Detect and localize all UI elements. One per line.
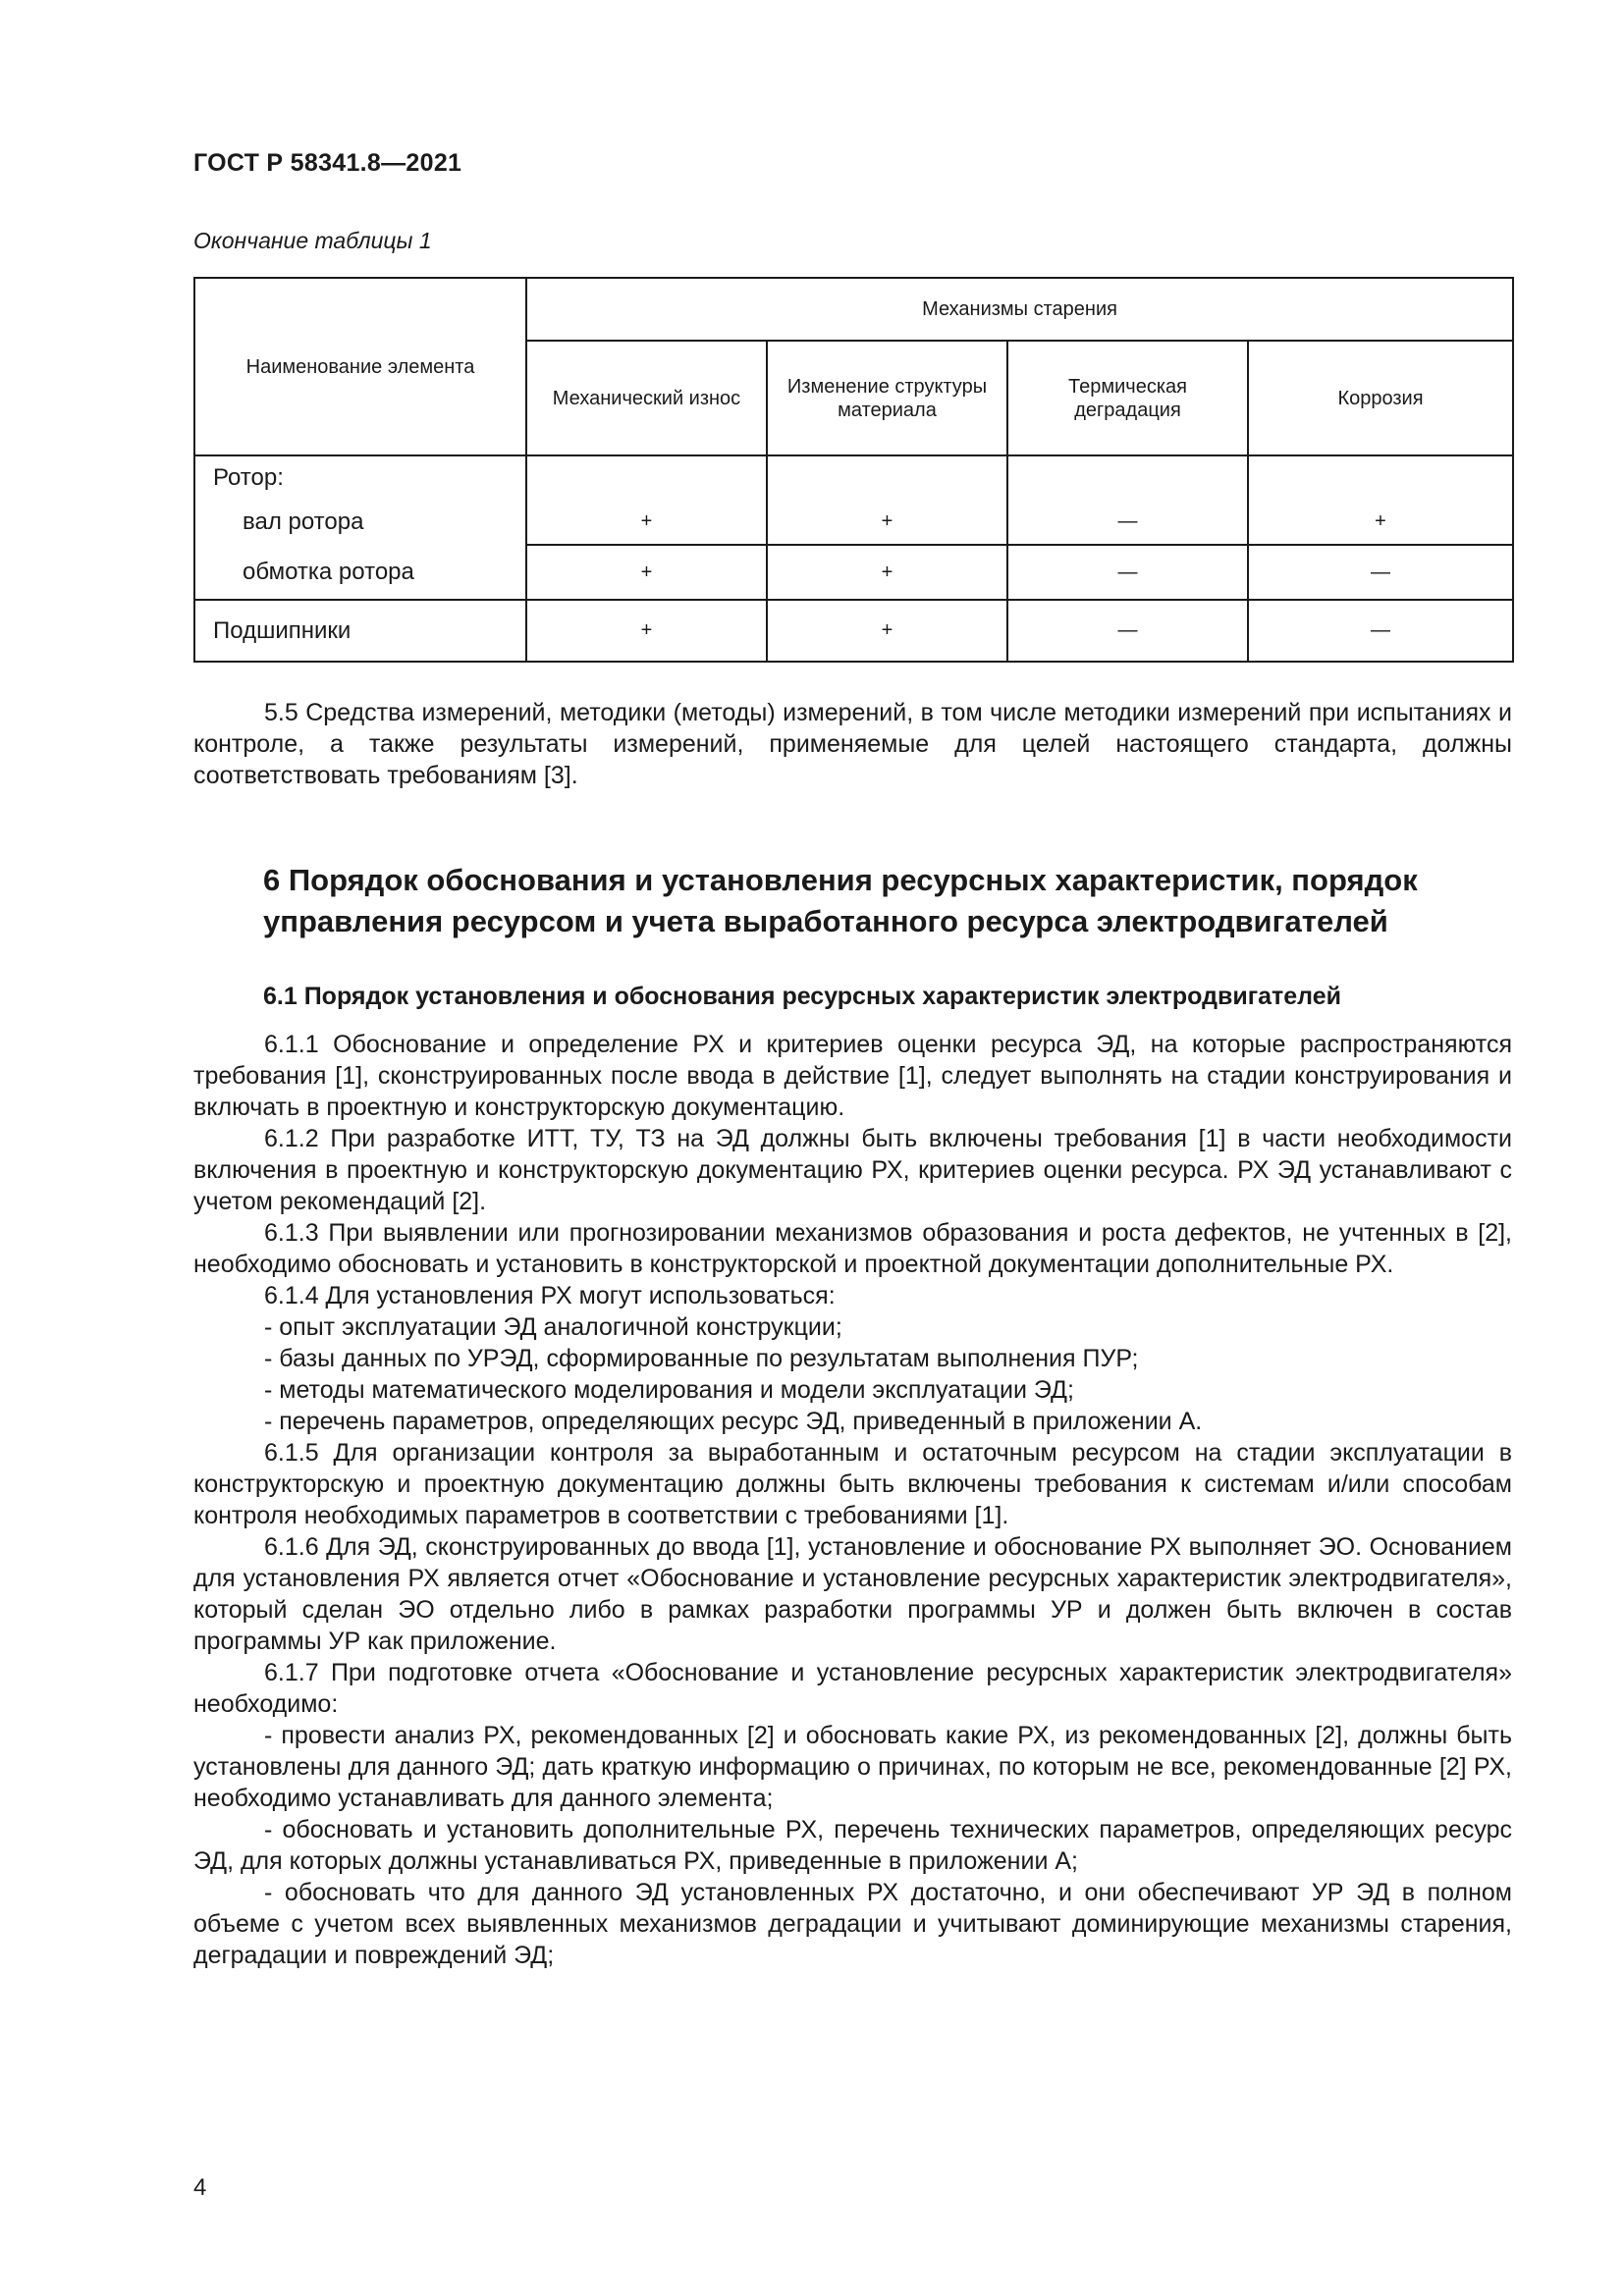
table-cell: + [1248, 499, 1513, 545]
paragraph-6-1-1: 6.1.1 Обоснование и определение РХ и критериев оценки ресурса ЭД, на которые распространяются требования [1], сконструированных после ввода в действие [1], следует выполнять на стадии конструирования и включать в проектную и конструкторскую документацию. [193, 1031, 1512, 1121]
row-group-rotor: Ротор: [194, 455, 526, 499]
row-label: вал ротора [194, 499, 526, 545]
section-6-1-body [193, 1029, 1512, 1971]
table-caption: Окончание таблицы 1 [193, 228, 432, 253]
paragraph-5-5: 5.5 Средства измерений, методики (методы) измерений, в том числе методики измерений при испытаниях и контроле, а также результаты измерений, применяемые для целей настоящего стандарта, должны соответствовать требованиям [3]. [193, 699, 1512, 789]
table-cell: + [767, 499, 1007, 545]
table-row [194, 600, 1513, 662]
header-aging-mechanisms: Механизмы старения [526, 278, 1513, 341]
list-item: - методы математического моделирования и модели эксплуатации ЭД; [264, 1376, 1074, 1404]
table-cell: + [526, 600, 767, 662]
list-item: - перечень параметров, определяющих ресурс ЭД, приведенный в приложении А. [264, 1408, 1203, 1435]
table-cell: — [1248, 600, 1513, 662]
table-cell: + [767, 600, 1007, 662]
list-item: - базы данных по УРЭД, сформированные по результатам выполнения ПУР; [264, 1345, 1139, 1372]
table-cell: + [526, 545, 767, 600]
table-cell: — [1007, 600, 1248, 662]
paragraph-6-1-3: 6.1.3 При выявлении или прогнозировании механизмов образования и роста дефектов, не учтенных в [2], необходимо обосновать и установить в конструкторской и проектной документации дополнительные РХ. [193, 1219, 1512, 1278]
section-6-1-title: 6.1 Порядок установления и обоснования ресурсных характеристик электродвигателей [263, 983, 1342, 1010]
table-cell: + [767, 545, 1007, 600]
table-cell: — [1007, 499, 1248, 545]
table-cell: + [526, 499, 767, 545]
table-cell: — [1248, 545, 1513, 600]
list-item: - опыт эксплуатации ЭД аналогичной конструкции; [264, 1313, 842, 1341]
section-6-title: 6 Порядок обоснования и установления ресурсных характеристик, порядок управления ресурсом и учета выработанного ресурса электродвигателей [263, 863, 1418, 938]
page-number: 4 [193, 2174, 207, 2201]
table-cell: — [1007, 545, 1248, 600]
aging-mechanisms-table [193, 277, 1514, 663]
list-item: - провести анализ РХ, рекомендованных [2] и обосновать какие РХ, из рекомендованных [2], должны быть установлены для данного ЭД; дать краткую информацию о причинах, по которым не все, рекомендованные [2] РХ, необходимо устанавливать для данного элемента; [193, 1722, 1512, 1812]
list-item: - обосновать и установить дополнительные РХ, перечень технических параметров, определяющих ресурс ЭД, для которых должны устанавливаться РХ, приведенные в приложении А; [193, 1816, 1512, 1875]
list-item: - обосновать что для данного ЭД установленных РХ достаточно, и они обеспечивают УР ЭД в полном объеме с учетом всех выявленных механизмов деградации и учитывают доминирующие механизмы старения, деградации и повреждений ЭД; [193, 1879, 1512, 1969]
paragraph-6-1-4: 6.1.4 Для установления РХ могут использоваться: [264, 1282, 836, 1309]
document-header: ГОСТ Р 58341.8—2021 [193, 149, 462, 177]
row-label: обмотка ротора [194, 545, 526, 600]
header-mechanical-wear: Механический износ [526, 341, 767, 455]
paragraph-6-1-5: 6.1.5 Для организации контроля за выработанным и остаточным ресурсом на стадии эксплуатации в конструкторскую и проектную документацию должны быть включены требования к системам и/или способам контроля необходимых параметров в соответствии с требованиями [1]. [193, 1439, 1512, 1529]
paragraph-6-1-7: 6.1.7 При подготовке отчета «Обоснование и установление ресурсных характеристик электродвигателя» необходимо: [193, 1659, 1512, 1718]
table-row [194, 499, 1513, 545]
paragraph-6-1-6: 6.1.6 Для ЭД, сконструированных до ввода [1], установление и обоснование РХ выполняет ЭО. Основанием для установления РХ является отчет «Обоснование и установление ресурсных характеристик электродвигателя», который сделан ЭО отдельно либо в рамках разработки программы УР и должен быть включен в состав программы УР как приложение. [193, 1533, 1512, 1655]
header-thermal-degradation: Термическая деградация [1007, 341, 1248, 455]
header-element-name: Наименование элемента [194, 278, 526, 455]
header-structure-change: Изменение структуры материала [767, 341, 1007, 455]
row-label: Подшипники [194, 600, 526, 662]
table-row [194, 545, 1513, 600]
paragraph-6-1-2: 6.1.2 При разработке ИТТ, ТУ, ТЗ на ЭД должны быть включены требования [1] в части необходимости включения в проектную и конструкторскую документацию РХ, критериев оценки ресурса. РХ ЭД устанавливают с учетом рекомендаций [2]. [193, 1125, 1512, 1215]
paragraph-5-5-block [193, 697, 1512, 791]
header-corrosion: Коррозия [1248, 341, 1513, 455]
